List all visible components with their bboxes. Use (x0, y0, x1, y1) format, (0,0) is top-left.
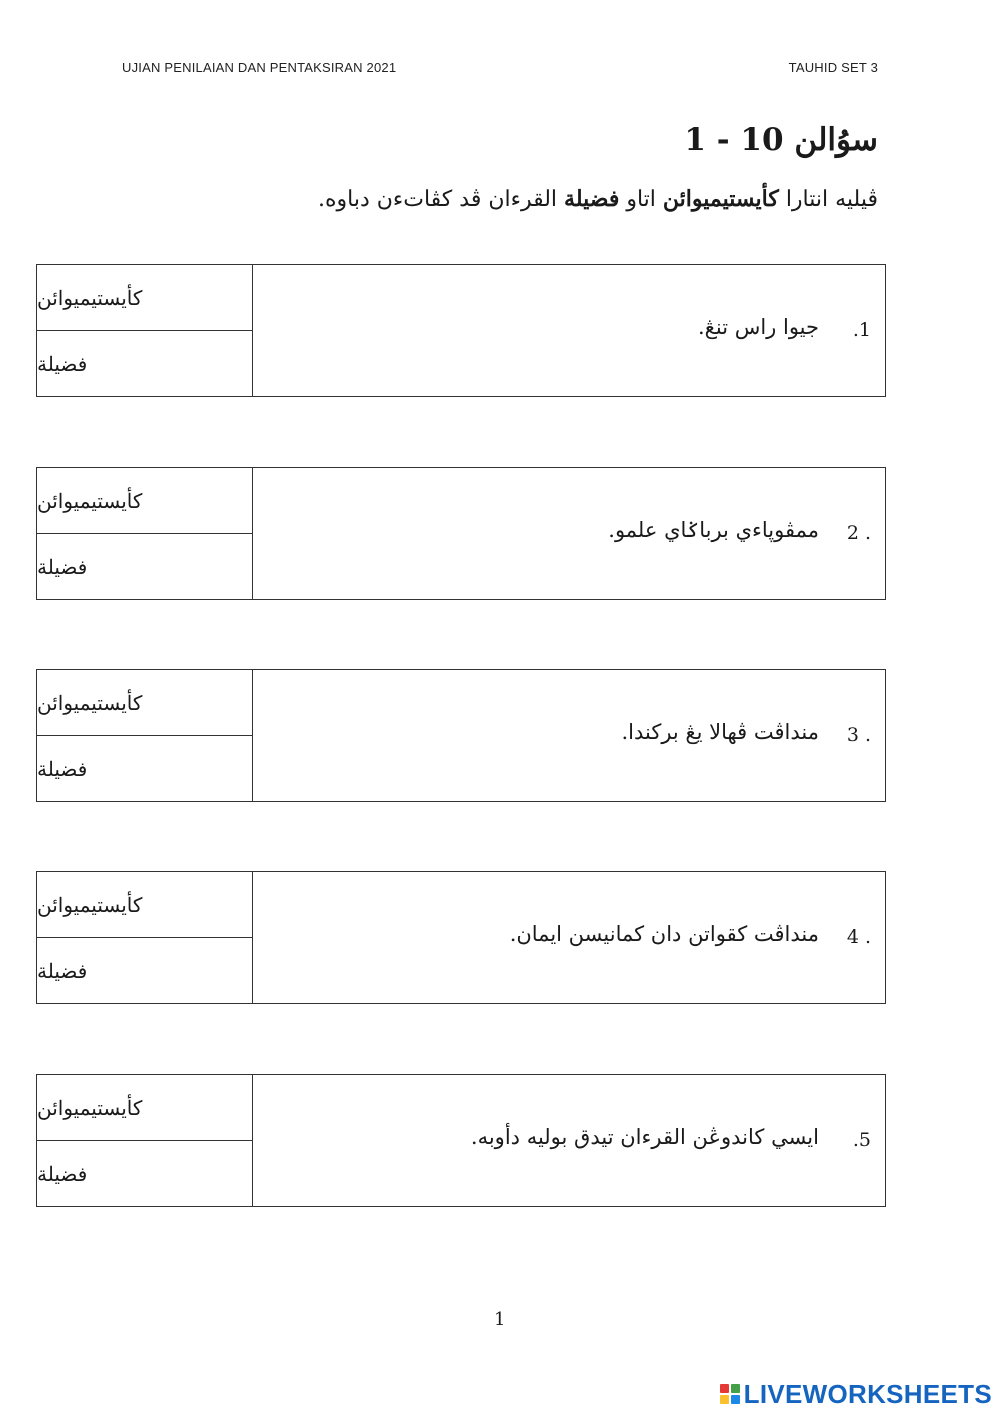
brand-name: LIVEWORKSHEETS (743, 1378, 992, 1409)
answer-options (37, 265, 253, 396)
instruction-part-1: ڤيليه انتارا (778, 187, 878, 212)
instruction-part-2: اتاو (619, 187, 663, 212)
question-number: 3 . (846, 724, 871, 746)
option-fadilah[interactable]: فضيلة (37, 735, 252, 801)
question-number: .5 (852, 1129, 871, 1151)
question-statement: جيوا راس تنڠ. (698, 315, 819, 339)
option-kaistimewaan[interactable]: كأيستيميوائن (37, 285, 143, 310)
option-fadilah[interactable]: فضيلة (37, 533, 252, 599)
question-box-5 (36, 1074, 886, 1207)
instruction-bold-1: كأيستيميوائن (662, 186, 779, 212)
instruction-bold-2: فضيلة (564, 186, 620, 212)
question-text-area (253, 670, 885, 801)
question-statement: منداڤت ڤهالا يڠ بركندا. (621, 720, 819, 744)
question-number: 2 . (846, 522, 871, 544)
question-statement: ممڤوڽاءي برباݢاي علمو. (608, 518, 819, 542)
page-number: 1 (494, 1309, 506, 1330)
logo-square-blue (731, 1395, 740, 1404)
question-text-area (253, 468, 885, 599)
logo-square-yellow (720, 1395, 729, 1404)
option-fadilah[interactable]: فضيلة (37, 330, 252, 396)
logo-square-red (720, 1384, 729, 1393)
header-subject-set: TAUHID SET 3 (788, 60, 878, 75)
answer-options (37, 468, 253, 599)
question-box-1 (36, 264, 886, 397)
instruction-text (318, 186, 878, 212)
logo-square-green (731, 1384, 740, 1393)
question-number: 4 . (846, 926, 871, 948)
option-fadilah[interactable]: فضيلة (37, 1140, 252, 1206)
question-text-area (253, 1075, 885, 1206)
answer-options (37, 872, 253, 1003)
question-statement: ايسي كاندوڠن القرءان تيدق بوليه دأوبه. (470, 1125, 819, 1149)
option-fadilah[interactable]: فضيلة (37, 937, 252, 1003)
liveworksheets-brand[interactable] (720, 1379, 992, 1409)
question-box-4 (36, 871, 886, 1004)
instruction-part-3: القرءان ڤد كڤاتءن دباوه. (318, 187, 565, 212)
question-text-area (253, 872, 885, 1003)
question-number: .1 (852, 319, 871, 341)
question-statement: منداڤت كقواتن دان كمانيسن ايمان. (509, 922, 819, 946)
option-kaistimewaan[interactable]: كأيستيميوائن (37, 690, 143, 715)
option-kaistimewaan[interactable]: كأيستيميوائن (37, 1095, 143, 1120)
answer-options (37, 1075, 253, 1206)
answer-options (37, 670, 253, 801)
question-text-area (253, 265, 885, 396)
section-title: سوُالن 10 - 1 (684, 122, 878, 158)
header-exam-title: UJIAN PENILAIAN DAN PENTAKSIRAN 2021 (122, 60, 397, 75)
question-box-3 (36, 669, 886, 802)
liveworksheets-logo-icon (720, 1384, 740, 1404)
question-box-2 (36, 467, 886, 600)
option-kaistimewaan[interactable]: كأيستيميوائن (37, 488, 143, 513)
option-kaistimewaan[interactable]: كأيستيميوائن (37, 892, 143, 917)
